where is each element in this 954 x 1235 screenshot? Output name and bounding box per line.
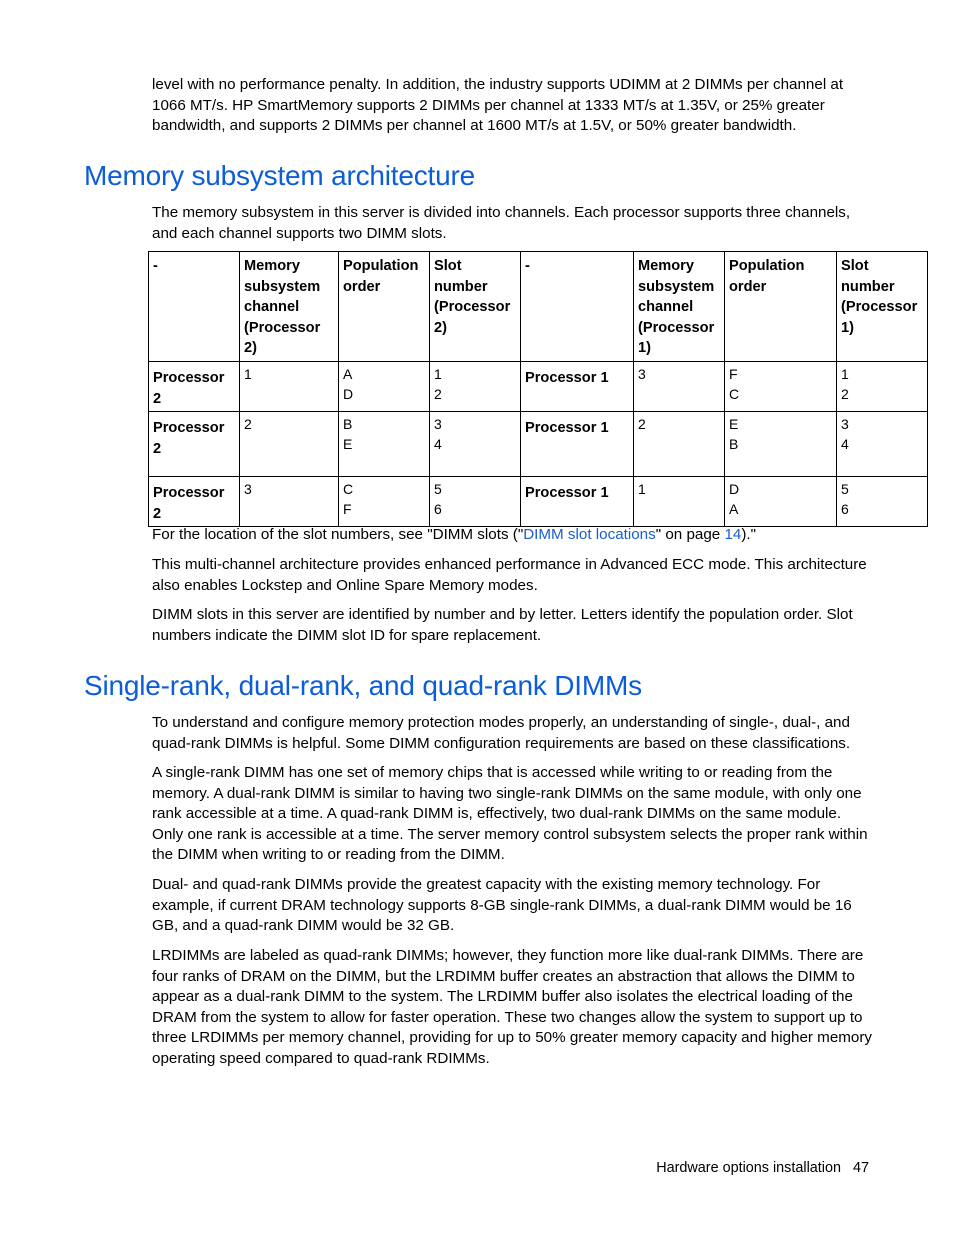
slot-number-cell: 1 2 <box>837 362 928 412</box>
rank-paragraph: A single-rank DIMM has one set of memory chips that is accessed while writing to or reading from the memory. A dual-rank DIMM is similar to having two single-rank DIMMs on the same module, with only one rank accessible at a time. A quad-rank DIMM is, effectively, two dual-rank DIMMs on the same module. Only one rank is accessible at a time. The server memory control subsystem selects the proper rank within the DIMM when writing to or reading from the DIMM. <box>152 764 868 864</box>
table-header-cell: Memory subsystem channel (Processor 1) <box>634 252 725 362</box>
processor-label: Processor 1 <box>521 477 634 527</box>
table-header-cell: Slot number (Processor 2) <box>430 252 521 362</box>
footer-section-name: Hardware options installation <box>656 1160 841 1176</box>
table-row <box>149 477 928 527</box>
footer-page-number: 47 <box>852 1160 869 1176</box>
rank-paragraph: Dual- and quad-rank DIMMs provide the greatest capacity with the existing memory technology. For example, if current DRAM technology supports 8-GB single-rank DIMMs, a dual-rank DIMM would be 16 GB, and a quad-rank DIMM would be 32 GB. <box>152 876 852 935</box>
population-order-cell: A D <box>339 362 430 412</box>
processor-label: Processor 2 <box>149 412 240 477</box>
channel-cell: 3 <box>634 362 725 412</box>
population-order-cell: B E <box>339 412 430 477</box>
slot-number-cell: 1 2 <box>430 362 521 412</box>
table-header-cell: Slot number (Processor 1) <box>837 252 928 362</box>
processor-label: Processor 1 <box>521 362 634 412</box>
processor-label: Processor 2 <box>149 477 240 527</box>
table-row <box>149 412 928 477</box>
processor-label: Processor 1 <box>521 412 634 477</box>
channel-cell: 2 <box>634 412 725 477</box>
page-reference-link[interactable]: 14 <box>724 526 742 543</box>
rank-paragraph: To understand and configure memory protection modes properly, an understanding of single-, dual-, and quad-rank DIMMs is helpful. Some DIMM configuration requirements are based on these classifications. <box>152 714 851 752</box>
channel-cell: 1 <box>240 362 339 412</box>
table-header-cell: Population order <box>339 252 430 362</box>
intro-paragraph: level with no performance penalty. In addition, the industry supports UDIMM at 2 DIMMs per channel at 1066 MT/s. HP SmartMemory supports 2 DIMMs per channel at 1333 MT/s at 1.35V, or 25% greater bandwidth, and supports 2 DIMMs per channel at 1600 MT/s at 1.5V, or 50% greater bandwidth. <box>152 76 844 135</box>
memory-architecture-intro: The memory subsystem in this server is divided into channels. Each processor supports three channels, and each channel supports two DIMM slots. <box>152 204 851 242</box>
channel-cell: 1 <box>634 477 725 527</box>
slot-location-note: For the location of the slot numbers, see "DIMM slots ("DIMM slot locations" on page 14)." <box>152 526 757 543</box>
population-order-cell: C F <box>339 477 430 527</box>
processor-label: Processor 2 <box>149 362 240 412</box>
channel-cell: 3 <box>240 477 339 527</box>
table-header-row <box>149 252 928 362</box>
table-row <box>149 362 928 412</box>
page-footer <box>656 1159 869 1177</box>
table-header-cell: Memory subsystem channel (Processor 2) <box>240 252 339 362</box>
memory-channel-table <box>148 251 928 527</box>
slot-number-cell: 5 6 <box>430 477 521 527</box>
population-order-cell: D A <box>725 477 837 527</box>
table-header-cell: Population order <box>725 252 837 362</box>
table-header-cell: - <box>521 252 634 362</box>
architecture-paragraph: This multi-channel architecture provides enhanced performance in Advanced ECC mode. This architecture also enables Lockstep and Online Spare Memory modes. <box>152 556 867 594</box>
slot-number-cell: 3 4 <box>430 412 521 477</box>
population-order-cell: F C <box>725 362 837 412</box>
rank-paragraph: LRDIMMs are labeled as quad-rank DIMMs; however, they function more like dual-rank DIMMs. There are four ranks of DRAM on the DIMM, but the LRDIMM buffer creates an abstraction that allows the DIMM to appear as a dual-rank DIMM to the system. The LRDIMM buffer also isolates the electrical loading of the DRAM from the system to allow for faster operation. These two changes allow the system to support up to three LRDIMMs per memory channel, providing for up to 50% greater memory capacity and higher memory operating speed compared to quad-rank RDIMMs. <box>152 947 873 1067</box>
section-heading-memory-architecture: Memory subsystem architecture <box>84 160 475 191</box>
slot-number-cell: 5 6 <box>837 477 928 527</box>
population-order-cell: E B <box>725 412 837 477</box>
slot-identification-paragraph: DIMM slots in this server are identified by number and by letter. Letters identify the population order. Slot numbers indicate the DIMM slot ID for spare replacement. <box>152 606 853 644</box>
slot-number-cell: 3 4 <box>837 412 928 477</box>
section-heading-rank-dimms: Single-rank, dual-rank, and quad-rank DIMMs <box>84 670 642 701</box>
dimm-slot-locations-link[interactable]: DIMM slot locations <box>523 526 656 543</box>
table-header-cell: - <box>149 252 240 362</box>
channel-cell: 2 <box>240 412 339 477</box>
